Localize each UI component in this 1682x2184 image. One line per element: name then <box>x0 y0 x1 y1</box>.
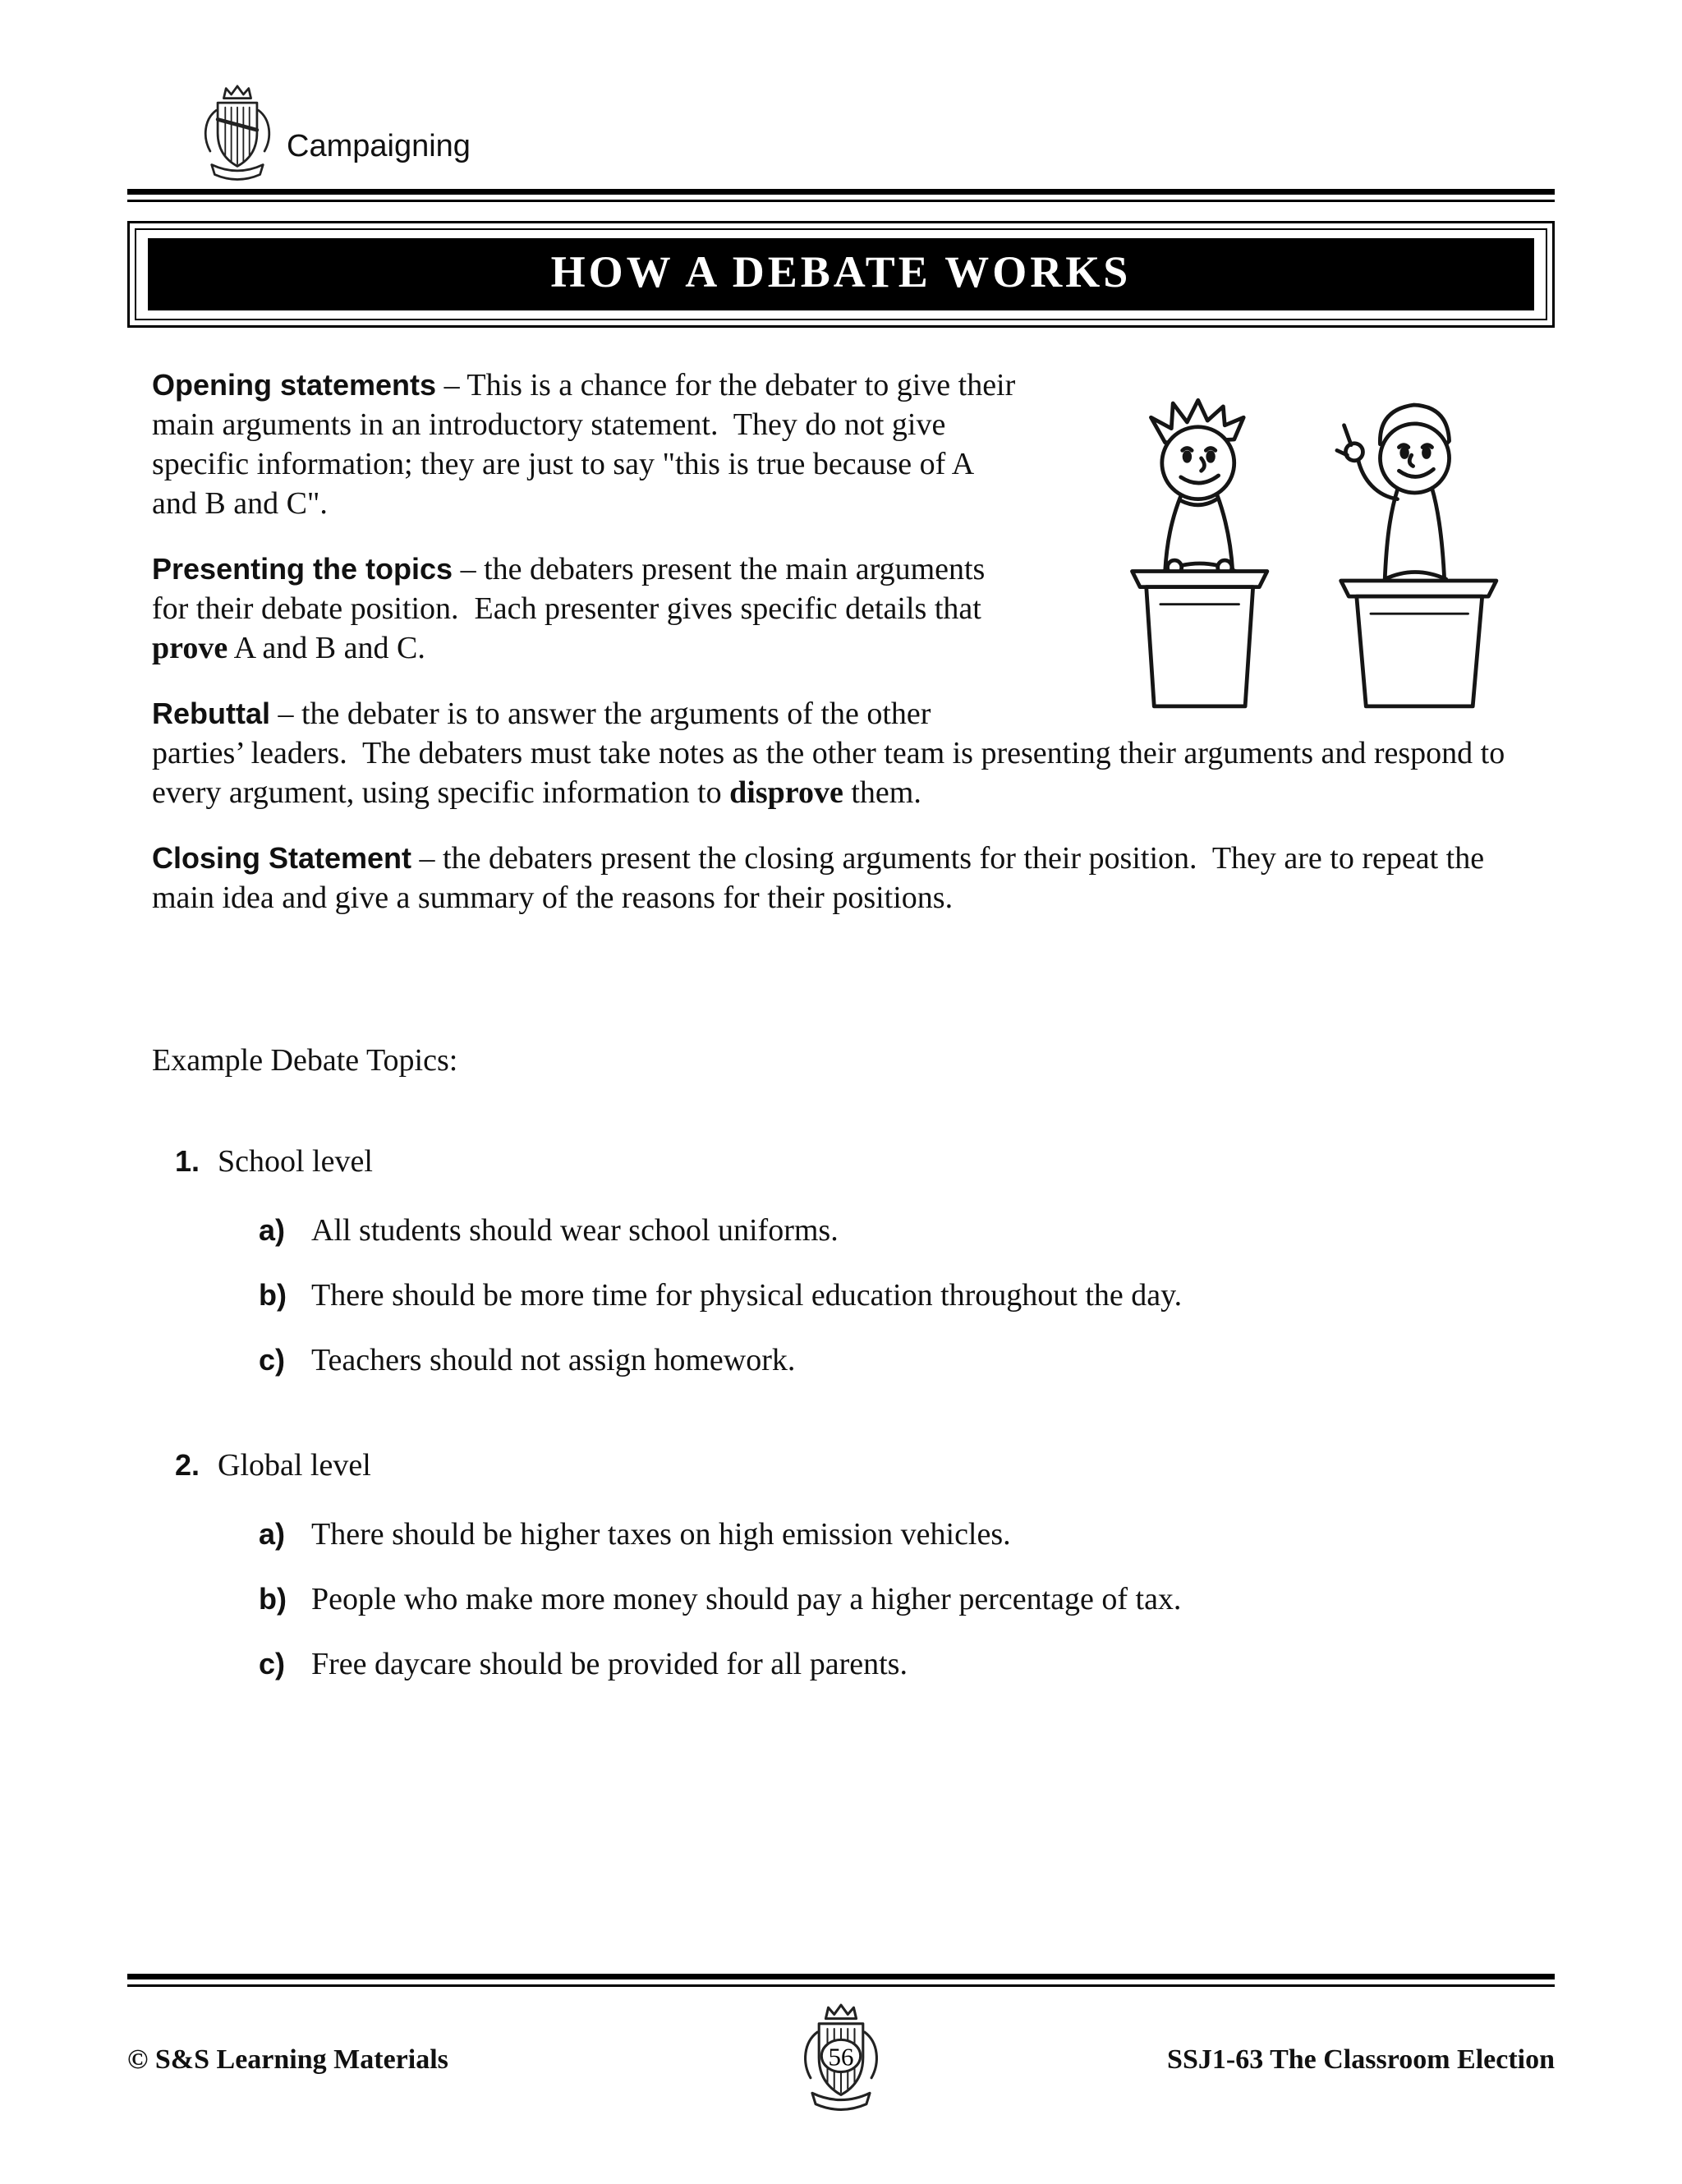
topic-item <box>259 1211 1546 1250</box>
page-title: HOW A DEBATE WORKS <box>148 238 1534 310</box>
example-topics-section <box>152 1142 1546 1684</box>
topic-item <box>259 1515 1546 1554</box>
document-code-text: SSJ1-63 The Classroom Election <box>1167 2044 1555 2075</box>
paragraph-text: – the debater is to answer the arguments of the other parties’ leaders. The debaters must take notes as the other team is presenting their arguments and respond to every argument, using specific information to <box>152 697 1513 810</box>
right-debater <box>1337 405 1450 582</box>
paragraph-text-after: them. <box>843 775 921 810</box>
paragraph-lead: Closing Statement <box>152 841 412 875</box>
item-text: Free daycare should be provided for all parents. <box>311 1647 908 1681</box>
item-text: People who make more money should pay a higher percentage of tax. <box>311 1582 1182 1616</box>
page-header <box>0 0 1682 202</box>
paragraph-text: – the debaters present the main arguments for their debate position. Each presenter gives specific details that <box>152 552 993 626</box>
topic-item <box>259 1340 1546 1380</box>
main-content <box>152 366 1546 1684</box>
item-letter: b) <box>259 1278 287 1312</box>
header-rule <box>127 189 1555 202</box>
left-podium <box>1133 572 1267 706</box>
topic-label: Global level <box>218 1448 371 1483</box>
crest-icon <box>200 82 275 182</box>
debaters-illustration <box>1054 369 1546 722</box>
bold-keyword: prove <box>152 631 228 665</box>
copyright-text: © S&S Learning Materials <box>127 2044 448 2075</box>
item-text: Teachers should not assign homework. <box>311 1343 796 1377</box>
topic-label: School level <box>218 1144 373 1179</box>
topic-heading <box>175 1142 1546 1181</box>
footer-rule <box>127 1974 1555 1987</box>
topic-school-level <box>152 1142 1546 1380</box>
item-letter: c) <box>259 1647 286 1681</box>
paragraph-lead: Rebuttal <box>152 697 270 730</box>
topic-items <box>259 1211 1546 1380</box>
title-frame-inner <box>135 228 1547 320</box>
topic-item <box>259 1579 1546 1619</box>
topic-heading <box>175 1446 1546 1485</box>
topic-item <box>259 1276 1546 1315</box>
title-frame <box>127 221 1555 328</box>
example-topics-heading: Example Debate Topics: <box>152 1043 458 1078</box>
item-letter: a) <box>259 1517 286 1551</box>
item-letter: a) <box>259 1213 286 1247</box>
page-footer <box>127 1974 1555 2112</box>
topic-item <box>259 1644 1546 1684</box>
left-debater <box>1151 400 1243 574</box>
item-text: There should be more time for physical education throughout the day. <box>311 1278 1183 1313</box>
paragraph-closing-statement <box>152 839 1546 917</box>
paragraph-text: – the debaters present the closing arguments for their position. They are to repeat the main idea and give a summary of the reasons for their positions. <box>152 841 1492 915</box>
item-text: There should be higher taxes on high emission vehicles. <box>311 1517 1011 1552</box>
topic-global-level <box>152 1446 1546 1684</box>
section-label: Campaigning <box>287 128 471 163</box>
item-letter: b) <box>259 1582 287 1616</box>
crest-icon <box>798 2002 884 2112</box>
bold-keyword: disprove <box>729 775 843 810</box>
topic-number: 1. <box>175 1144 200 1178</box>
paragraph-text-after: A and B and C. <box>227 631 425 665</box>
page-number-crest <box>798 2002 884 2116</box>
item-letter: c) <box>259 1343 286 1377</box>
brand <box>200 82 1555 182</box>
topic-number: 2. <box>175 1448 200 1482</box>
item-text: All students should wear school uniforms. <box>311 1213 839 1248</box>
footer-row <box>127 2002 1555 2112</box>
page-number: 56 <box>828 2042 854 2071</box>
paragraph-text: – This is a chance for the debater to give their main arguments in an introductory statement. They do not give specific information; they are just to say "this is true because of A and B and C". <box>152 368 1023 521</box>
right-podium <box>1341 581 1496 706</box>
topic-items <box>259 1515 1546 1684</box>
paragraph-lead: Presenting the topics <box>152 552 453 586</box>
paragraph-lead: Opening statements <box>152 368 437 402</box>
